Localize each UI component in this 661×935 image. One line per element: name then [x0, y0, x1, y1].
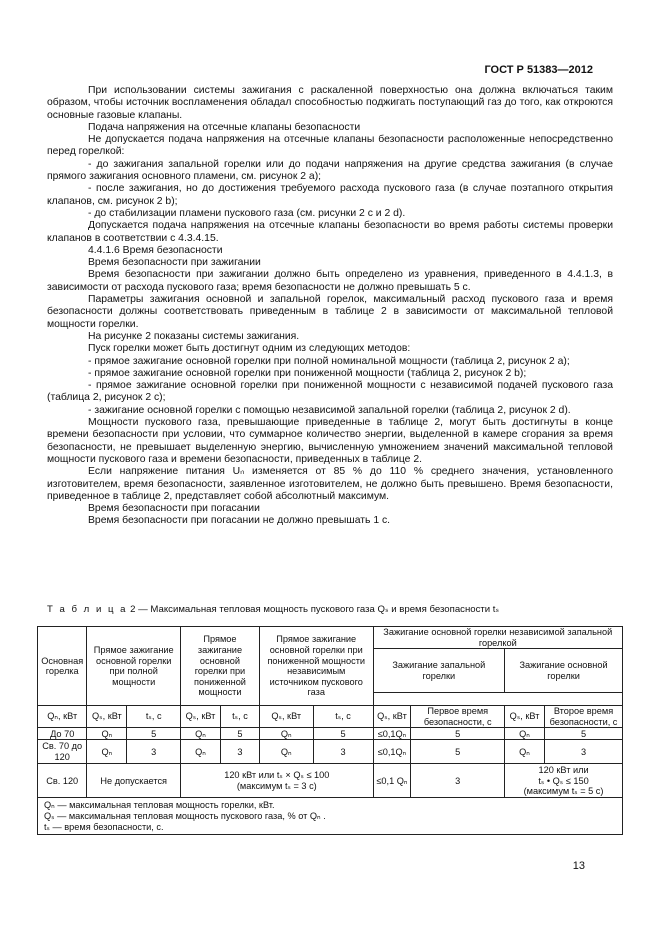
limit-150-line1: 120 кВт или	[538, 764, 589, 775]
limit-150-line3: (максимум tₛ = 5 с)	[523, 786, 604, 797]
paragraph: - до зажигания запальной горелки или до подачи напряжения на другие средства зажигания (в случае прямого зажигания основного пламени, см. рисунок 2 а);	[47, 158, 613, 183]
cell: ≤0,1Qₙ	[373, 740, 411, 764]
unit-qn: Qₙ, кВт	[38, 706, 87, 728]
cell-limit-100	[181, 764, 374, 798]
cell: 5	[313, 728, 373, 740]
cell: ≤0,1 Qₙ	[373, 764, 411, 798]
paragraph: Время безопасности при зажигании	[88, 257, 261, 269]
paragraph: - до стабилизации пламени пускового газа (см. рисунки 2 с и 2 d).	[88, 207, 406, 219]
header-pilot-ignition: Зажигание запальной горелки	[373, 649, 505, 693]
header-direct-full: Прямое зажигание основной горелки при полной мощности	[87, 627, 181, 706]
table-notes	[38, 798, 623, 835]
header-main-ignition: Зажигание основной горелки	[505, 649, 623, 693]
cell: 3	[127, 740, 181, 764]
cell: 5	[221, 728, 260, 740]
paragraph: - прямое зажигание основной горелки при пониженной мощности (таблица 2, рисунок 2 b);	[88, 367, 527, 379]
paragraph: Пуск горелки может быть достигнут одним из следующих методов:	[88, 343, 411, 355]
paragraph: Допускается подача напряжения на отсечные клапаны безопасности во время работы системы проверки клапанов в соответствии с 4.3.4.15.	[47, 220, 613, 244]
paragraph: - после зажигания, но до достижения требуемого расхода пускового газа (в случае поэтапного открытия клапанов, см. рисунок 2 b);	[47, 183, 613, 207]
table-2	[37, 626, 623, 835]
cell: Св. 120	[38, 764, 87, 798]
paragraph: Время безопасности при погасании не должно превышать 1 с.	[88, 515, 391, 527]
paragraph: На рисунке 2 показаны системы зажигания.	[88, 330, 300, 342]
cell: 5	[411, 728, 505, 740]
table-row	[38, 728, 623, 740]
limit-100-line2: (максимум tₛ = 3 с)	[236, 780, 317, 791]
unit-qs: Qₛ, кВт	[181, 706, 221, 728]
note-qn: Qₙ — максимальная тепловая мощность горелки, кВт.	[44, 800, 275, 811]
header-direct-reduced: Прямое зажигание основной горелки при пониженной мощности	[181, 627, 260, 706]
unit-ts: tₛ, с	[313, 706, 373, 728]
cell: 3	[411, 764, 505, 798]
cell: Qₙ	[87, 740, 127, 764]
paragraph: Если напряжение питания Uₙ изменяется от 85 % до 110 % среднего значения, установленного изготовителем, время безопасности, заявленное изготовителем, не должно быть превышено. Время безопасности, приведенное в таблице 2, представляет собой абсолютный максимум.	[47, 466, 613, 502]
paragraph: - прямое зажигание основной горелки при пониженной мощности с независимой подачей пускового газа (таблица 2, рисунок 2 с);	[47, 380, 613, 404]
cell: 3	[221, 740, 260, 764]
paragraph: Время безопасности при зажигании должно быть определено из уравнения, приведенного в 4.4.1.3, в зависимости от расхода пускового газа; время безопасности не должно превышать 5 с.	[47, 269, 613, 293]
body-text	[47, 85, 613, 528]
note-qs: Qₛ — максимальная тепловая мощность пускового газа, % от Qₙ .	[44, 810, 326, 821]
cell: 5	[545, 728, 623, 740]
header-direct-independent: Прямое зажигание основной горелки при пониженной мощности независимым источником пускового газа	[259, 627, 373, 706]
unit-qs: Qₛ, кВт	[505, 706, 545, 728]
paragraph: 4.4.1.6 Время безопасности	[88, 244, 223, 256]
unit-second-time: Второе время безопасности, с	[545, 706, 623, 728]
cell: 3	[313, 740, 373, 764]
paragraph: - прямое зажигание основной горелки при полной номинальной мощности (таблица 2, рисунок 2 а);	[88, 355, 570, 367]
cell-limit-150	[505, 764, 623, 798]
cell: Qₙ	[259, 728, 313, 740]
cell: 3	[545, 740, 623, 764]
table-row	[38, 740, 623, 764]
cell: Qₙ	[505, 728, 545, 740]
cell: Qₙ	[259, 740, 313, 764]
unit-ts: tₛ, с	[221, 706, 260, 728]
cell: Qₙ	[181, 728, 221, 740]
standard-header: ГОСТ Р 51383—2012	[484, 64, 593, 76]
cell-not-allowed: Не допускается	[87, 764, 181, 798]
paragraph: Время безопасности при погасании	[88, 503, 260, 515]
cell: Qₙ	[181, 740, 221, 764]
paragraph: При использовании системы зажигания с раскаленной поверхностью она должна включаться таким образом, чтобы источник воспламенения обладал способностью поджигать поступающий газ до того, как откроются основные газовые клапаны.	[47, 85, 613, 121]
unit-qs: Qₛ, кВт	[373, 706, 411, 728]
header-pilot-group: Зажигание основной горелки независимой запальной горелкой	[373, 627, 622, 649]
cell: До 70	[38, 728, 87, 740]
unit-qs: Qₛ, кВт	[259, 706, 313, 728]
cell: Qₙ	[87, 728, 127, 740]
paragraph: - зажигание основной горелки с помощью независимой запальной горелки (таблица 2, рисунок 2 d).	[88, 404, 571, 416]
limit-100-line1: 120 кВт или tₛ × Qₛ ≤ 100	[224, 770, 330, 781]
table-caption-text: 2 — Максимальная тепловая мощность пускового газа Qₛ и время безопасности tₛ	[130, 604, 500, 615]
cell: Qₙ	[505, 740, 545, 764]
paragraph: Подача напряжения на отсечные клапаны безопасности	[88, 121, 361, 133]
table-caption	[47, 604, 627, 615]
unit-first-time: Первое время безопасности, с	[411, 706, 505, 728]
unit-ts: tₛ, с	[127, 706, 181, 728]
paragraph: Параметры зажигания основной и запальной горелок, максимальный расход пускового газа и время безопасности должны соответствовать приведенным в таблице 2 в зависимости от максимальной тепловой мощности горелки.	[47, 294, 613, 330]
cell: ≤0,1Qₙ	[373, 728, 411, 740]
paragraph: Мощности пускового газа, превышающие приведенные в таблице 2, могут быть достигнуты в конце времени безопасности при условии, что суммарное количество энергии, выделенной в камере сгорания за время безопасности, не превышает выделенную энергию, вычисленную умножением значений максимальной тепловой мощности пускового газа и времени безопасности, приведенных в таблице 2.	[47, 417, 613, 465]
table-row	[38, 764, 623, 798]
page-number: 13	[572, 860, 585, 872]
note-ts: tₛ — время безопасности, с.	[44, 821, 164, 832]
cell: 5	[411, 740, 505, 764]
cell: 5	[127, 728, 181, 740]
limit-150-line2: tₛ • Qₛ ≤ 150	[538, 775, 589, 786]
header-main-burner: Основная горелка	[38, 627, 87, 706]
unit-qs: Qₛ, кВт	[87, 706, 127, 728]
table-caption-prefix: Т а б л и ц а	[47, 604, 128, 615]
paragraph: Не допускается подача напряжения на отсечные клапаны безопасности расположенные непосредственно перед горелкой:	[47, 134, 613, 158]
cell: Св. 70 до 120	[38, 740, 87, 764]
